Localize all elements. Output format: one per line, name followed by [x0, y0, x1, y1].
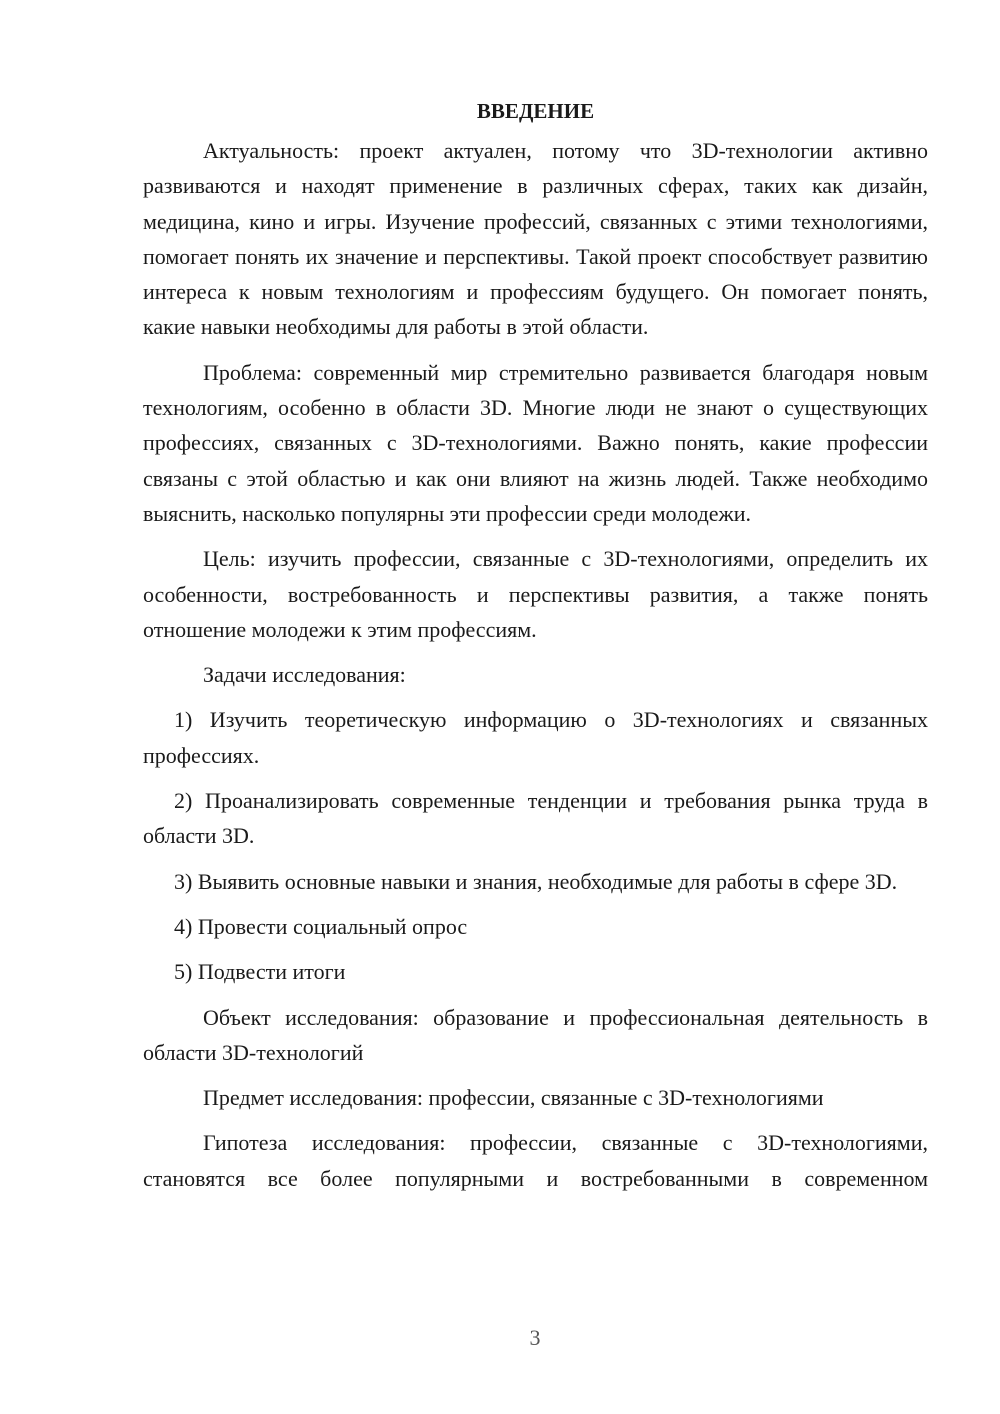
task-item-2: 2) Проанализировать современные тенденции и требования рынка труда в области 3D. [143, 788, 928, 849]
paragraph-hypothesis: Гипотеза исследования: профессии, связанные с 3D-технологиями, становятся все более популярными и востребованными в современном [143, 1130, 928, 1191]
paragraph-problem: Проблема: современный мир стремительно развивается благодаря новым технологиям, особенно в области 3D. Многие люди не знают о существующих профессиях, связанных с 3D-технологиями. Важно понять, какие профессии связаны с этой областью и как они влияют на жизнь людей. Также необходимо выяснить, насколько популярны эти профессии среди молодежи. [143, 359, 928, 526]
task-item-5: 5) Подвести итоги [174, 959, 346, 985]
paragraph-goal: Цель: изучить профессии, связанные с 3D-технологиями, определить их особенности, востребованность и перспективы развития, а также понять отношение молодежи к этим профессиям. [143, 546, 928, 642]
paragraph-tasks-heading: Задачи исследования: [203, 662, 406, 688]
task-item-1: 1) Изучить теоретическую информацию о 3D-технологиях и связанных профессиях. [143, 707, 928, 768]
task-item-4: 4) Провести социальный опрос [174, 913, 468, 939]
page-number: 3 [529, 1325, 541, 1350]
document-page [143, 94, 928, 1196]
paragraph-relevance: Актуальность: проект актуален, потому что 3D-технологии активно развиваются и находят применение в различных сферах, таких как дизайн, медицина, кино и игры. Изучение профессий, связанных с этими технологиями, помогает понять их значение и перспективы. Такой проект способствует развитию интереса к новым технологиям и профессиям будущего. Он помогает понять, какие навыки необходимы для работы в этой области. [143, 138, 928, 340]
paragraph-subject: Предмет исследования: профессии, связанные с 3D-технологиями [203, 1085, 824, 1111]
paragraph-object: Объект исследования: образование и профессиональная деятельность в области 3D-технологий [143, 1004, 928, 1065]
task-item-3: 3) Выявить основные навыки и знания, необходимые для работы в сфере 3D. [174, 868, 898, 894]
document-title: ВВЕДЕНИЕ [476, 99, 595, 123]
